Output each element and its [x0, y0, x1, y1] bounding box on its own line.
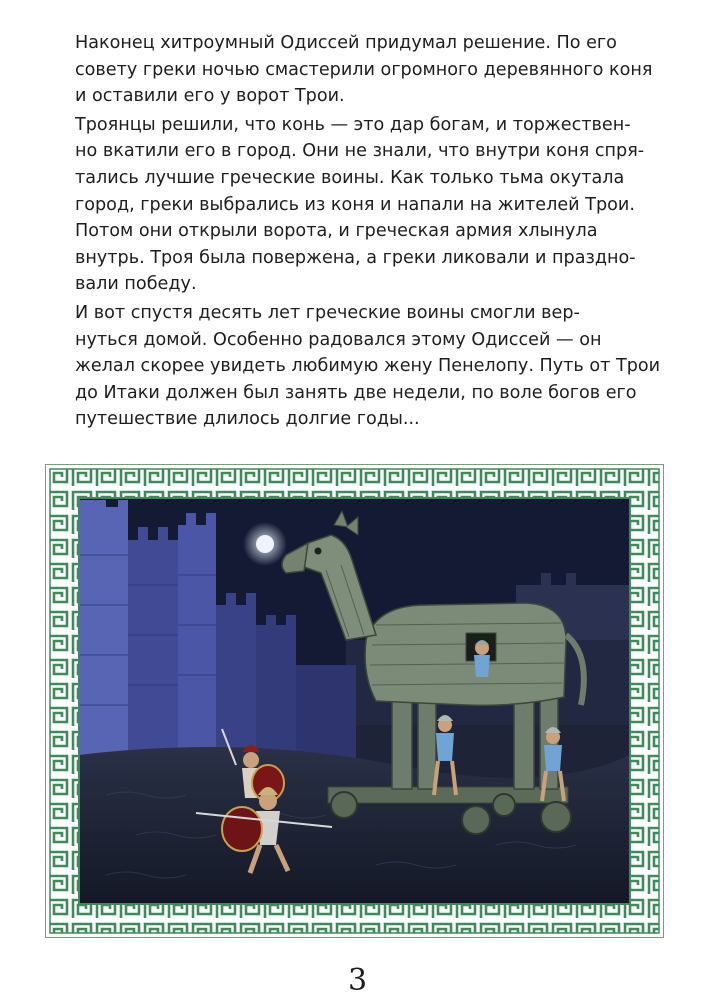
- page-number: 3: [347, 963, 368, 998]
- text-line: до Итаки должен был занять две недели, по воле богов его: [75, 382, 637, 403]
- text-line: Троянцы решили, что конь — это дар богам, и торжествен-: [75, 114, 631, 135]
- text-line: Потом они открыли ворота, и греческая армия хлынула: [75, 221, 598, 242]
- text-line: но вкатили его в город. Они не знали, что внутри коня спря-: [75, 141, 645, 162]
- text-line: вали победу.: [75, 274, 197, 295]
- paragraph-2: [38, 112, 678, 298]
- text-line: совету греки ночью смастерили огромного деревянного коня: [75, 59, 653, 80]
- paragraph-1: [38, 30, 678, 110]
- story-text: [38, 30, 678, 435]
- text-line: желал скорее увидеть любимую жену Пенелопу. Путь от Трои: [75, 356, 661, 377]
- night-scene: [79, 498, 630, 904]
- text-line: и оставили его у ворот Трои.: [75, 86, 345, 107]
- text-line: город, греки выбрались из коня и напали на жителей Трои.: [75, 194, 635, 215]
- text-line: путешествие длилось долгие годы...: [75, 409, 420, 430]
- trojan-horse-illustration: [46, 465, 663, 937]
- text-line: нуться домой. Особенно радовался этому Одиссей — он: [75, 329, 602, 350]
- text-line: И вот спустя десять лет греческие воины смогли вер-: [75, 302, 580, 323]
- moon: [256, 535, 274, 553]
- text-line: Наконец хитроумный Одиссей придумал решение. По его: [75, 33, 617, 53]
- paragraph-3: [38, 300, 678, 433]
- text-line: тались лучшие греческие воины. Как только тьма окутала: [75, 167, 625, 188]
- text-line: внутрь. Троя была повержена, а греки ликовали и праздно-: [75, 247, 636, 268]
- illustration-frame: [45, 464, 664, 938]
